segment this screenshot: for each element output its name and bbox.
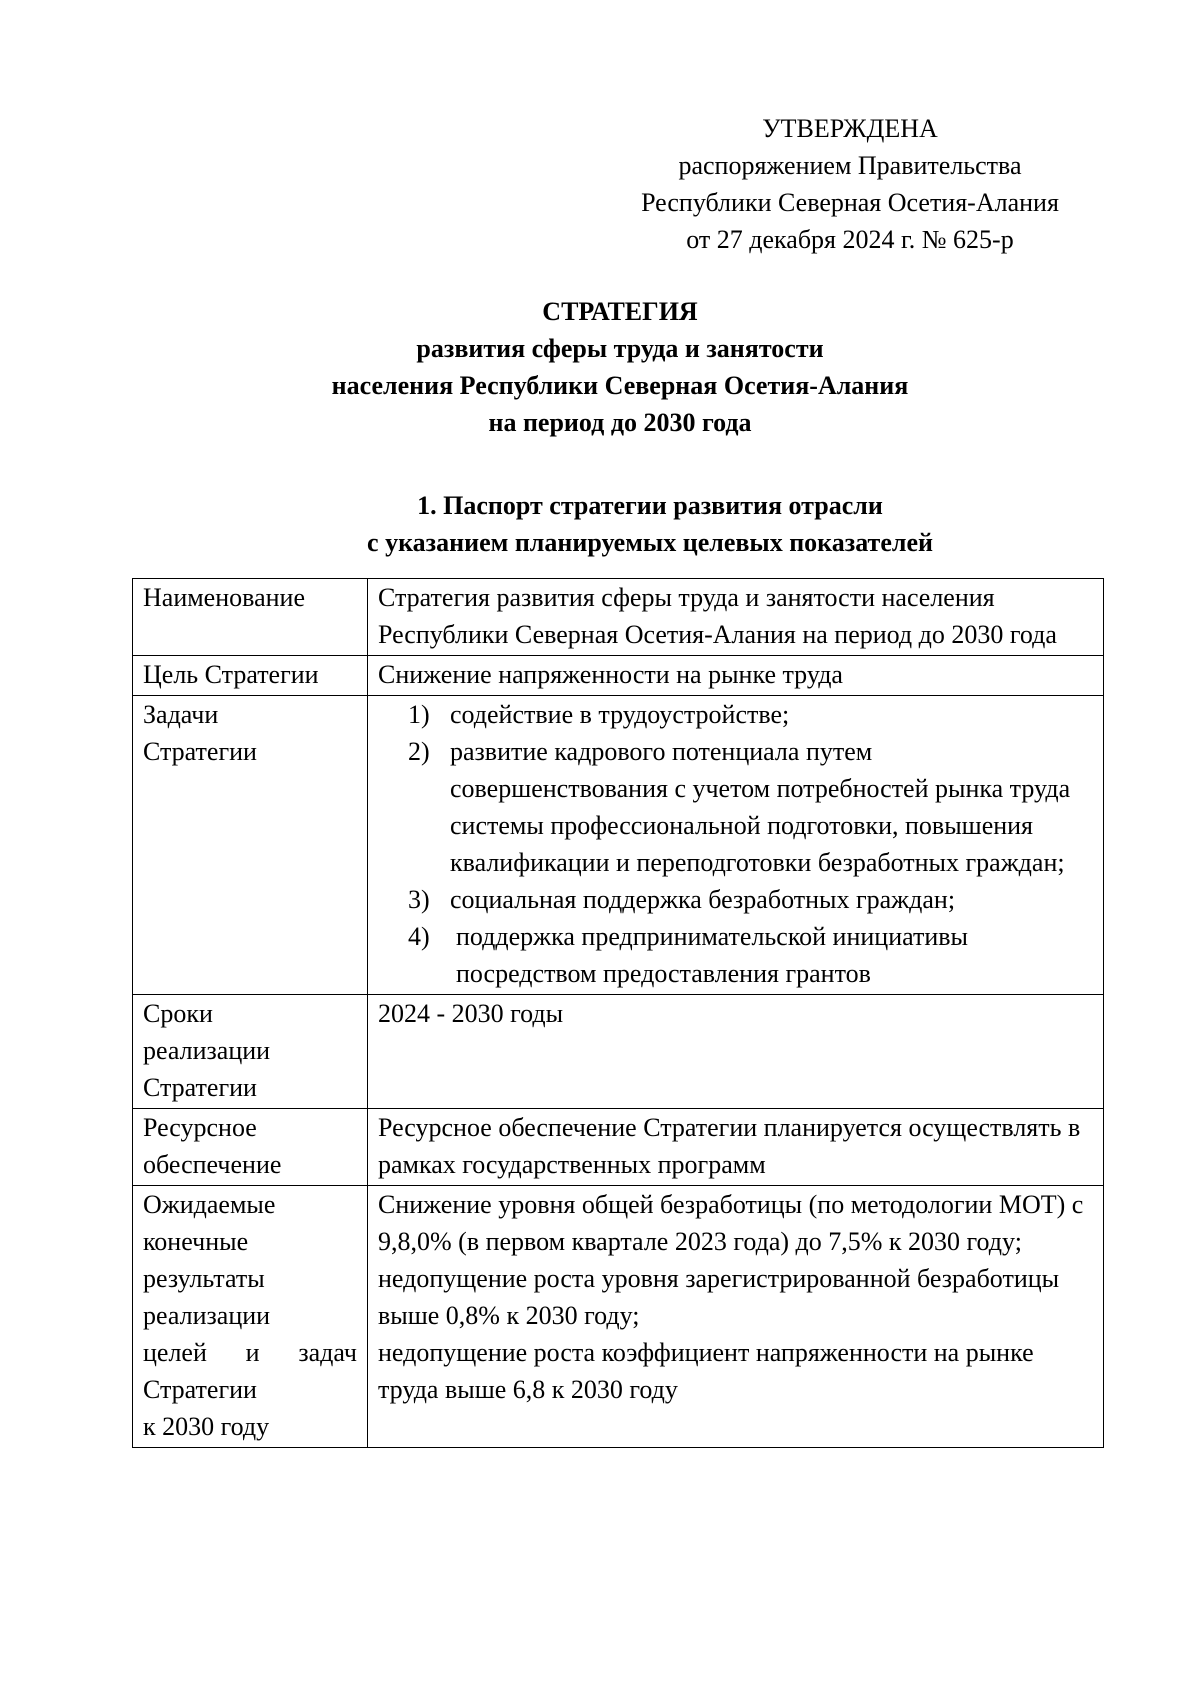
row-label-resources	[133, 1109, 368, 1186]
row-value-tasks	[368, 696, 1104, 995]
list-item-text: социальная поддержка безработных граждан;	[450, 885, 956, 914]
section-line-2: с указанием планируемых целевых показателей	[367, 528, 933, 557]
table-row	[133, 696, 1104, 995]
label-line: конечные	[143, 1227, 249, 1256]
result-paragraph: недопущение роста коэффициент напряженности на рынке труда выше 6,8 к 2030 году	[378, 1338, 1034, 1404]
title-line-4: на период до 2030 года	[488, 408, 752, 437]
approval-republic: Республики Северная Осетия-Алания	[641, 188, 1059, 217]
label-line: Стратегии	[143, 1073, 257, 1102]
result-paragraph: Снижение уровня общей безработицы (по методологии МОТ) с 9,8,0% (в первом квартале 2023 года) до 7,5% к 2030 году;	[378, 1190, 1084, 1256]
approval-order: распоряжением Правительства	[678, 151, 1022, 180]
approval-stamp: УТВЕРЖДЕНА	[762, 114, 938, 143]
document-title	[200, 293, 1040, 441]
label-line: Ожидаемые	[143, 1190, 276, 1219]
section-heading	[200, 487, 1100, 561]
label-line: реализации	[143, 1036, 271, 1065]
label-line: результаты	[143, 1264, 265, 1293]
label-line: Задачи	[143, 700, 219, 729]
list-item	[378, 918, 1093, 992]
list-item-number: 2)	[408, 737, 430, 766]
row-value-goal: Снижение напряженности на рынке труда	[368, 656, 1104, 696]
label-line: Стратегии	[143, 737, 257, 766]
title-line-1: СТРАТЕГИЯ	[542, 297, 698, 326]
list-item-text: содействие в трудоустройстве;	[450, 700, 790, 729]
table-row	[133, 656, 1104, 696]
label-line: Сроки	[143, 999, 213, 1028]
table-row	[133, 1109, 1104, 1186]
label-line: реализации	[143, 1301, 271, 1330]
passport-table	[132, 578, 1104, 1448]
list-item-number: 1)	[408, 700, 430, 729]
section-line-1: 1. Паспорт стратегии развития отрасли	[417, 491, 883, 520]
tasks-list	[378, 696, 1093, 992]
row-value-terms: 2024 - 2030 годы	[368, 995, 1104, 1109]
title-line-2: развития сферы труда и занятости	[416, 334, 824, 363]
row-label-goal: Цель Стратегии	[133, 656, 368, 696]
list-item	[378, 881, 1093, 918]
row-value-resources: Ресурсное обеспечение Стратегии планируется осуществлять в рамках государственных программ	[368, 1109, 1104, 1186]
label-line: Стратегии	[143, 1375, 257, 1404]
row-label-results	[133, 1186, 368, 1448]
list-item-text: развитие кадрового потенциала путем совершенствования с учетом потребностей рынка труда системы профессиональной подготовки, повышения квалификации и переподготовки безработных граждан;	[450, 737, 1071, 877]
list-item-number: 3)	[408, 885, 430, 914]
row-label-tasks	[133, 696, 368, 995]
list-item	[378, 733, 1093, 881]
label-line: целей и задач	[143, 1338, 357, 1367]
table-row	[133, 579, 1104, 656]
list-item-text: поддержка предпринимательской инициативы посредством предоставления грантов	[456, 922, 969, 988]
row-label-terms	[133, 995, 368, 1109]
row-value-name: Стратегия развития сферы труда и занятости населения Республики Северная Осетия-Алания на период до 2030 года	[368, 579, 1104, 656]
row-value-results	[368, 1186, 1104, 1448]
result-paragraph: недопущение роста уровня зарегистрированной безработицы выше 0,8% к 2030 году;	[378, 1264, 1060, 1330]
label-line: Ресурсное	[143, 1113, 257, 1142]
approval-date: от 27 декабря 2024 г. № 625-р	[686, 225, 1014, 254]
title-line-3: населения Республики Северная Осетия-Алания	[331, 371, 909, 400]
label-line: обеспечение	[143, 1150, 282, 1179]
list-item-number: 4)	[408, 922, 430, 951]
table-row	[133, 1186, 1104, 1448]
list-item	[378, 696, 1093, 733]
approval-block	[600, 110, 1100, 258]
table-row	[133, 995, 1104, 1109]
label-line: к 2030 году	[143, 1412, 270, 1441]
row-label-name: Наименование	[133, 579, 368, 656]
